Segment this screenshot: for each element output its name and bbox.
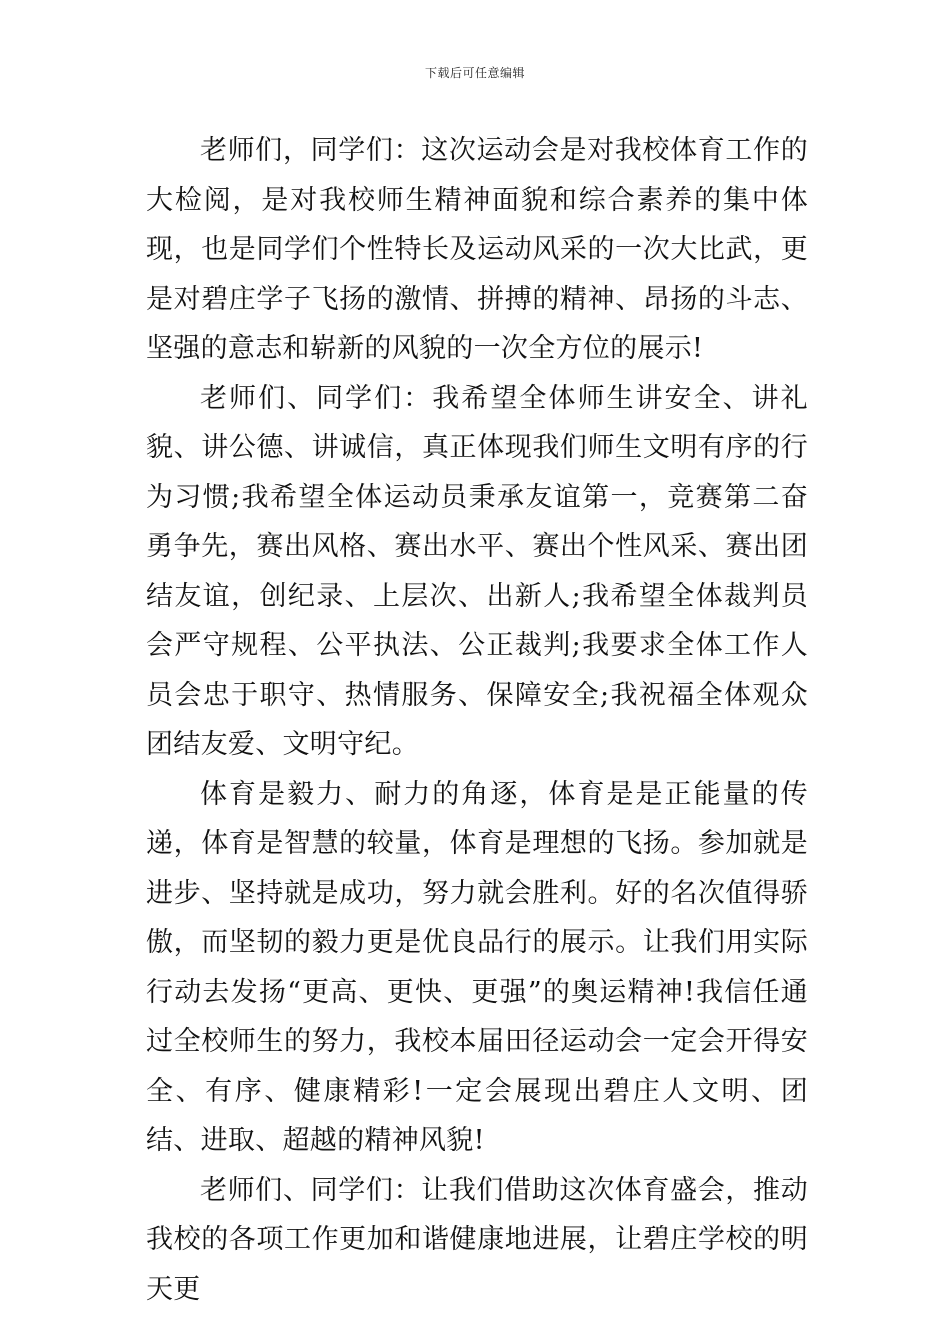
paragraph-3: 体育是毅力、耐力的角逐，体育是是正能量的传递，体育是智慧的较量，体育是理想的飞扬。参加就是进步、坚持就是成功，努力就会胜利。好的名次值得骄傲，而坚韧的毅力更是优良品行的展示。让我们用实际行动去发扬“更高、更快、更强”的奥运精神!我信任通过全校师生的努力，我校本届田径运动会一定会开得安全、有序、健康精彩!一定会展现出碧庄人文明、团结、进取、超越的精神风貌! [146, 778, 808, 1156]
paragraph-2: 老师们、同学们：我希望全体师生讲安全、讲礼貌、讲公德、讲诚信，真正体现我们师生文明有序的行为习惯;我希望全体运动员秉承友谊第一，竞赛第二奋勇争先，赛出风格、赛出水平、赛出个性风采、赛出团结友谊，创纪录、上层次、出新人;我希望全体裁判员会严守规程、公平执法、公正裁判;我要求全体工作人员会忠于职守、热情服务、保障安全;我祝福全体观众团结友爱、文明守纪。 [146, 382, 808, 760]
paragraph-4: 老师们、同学们：让我们借助这次体育盛会，推动我校的各项工作更加和谐健康地进展，让碧庄学校的明天更 [146, 1174, 808, 1305]
document-body [146, 126, 808, 1314]
page-header-note: 下载后可任意编辑 [424, 66, 525, 80]
paragraph-1: 老师们，同学们：这次运动会是对我校体育工作的大检阅，是对我校师生精神面貌和综合素养的集中体现，也是同学们个性特长及运动风采的一次大比武，更是对碧庄学子飞扬的激情、拼搏的精神、昂扬的斗志、坚强的意志和崭新的风貌的一次全方位的展示! [146, 135, 808, 364]
